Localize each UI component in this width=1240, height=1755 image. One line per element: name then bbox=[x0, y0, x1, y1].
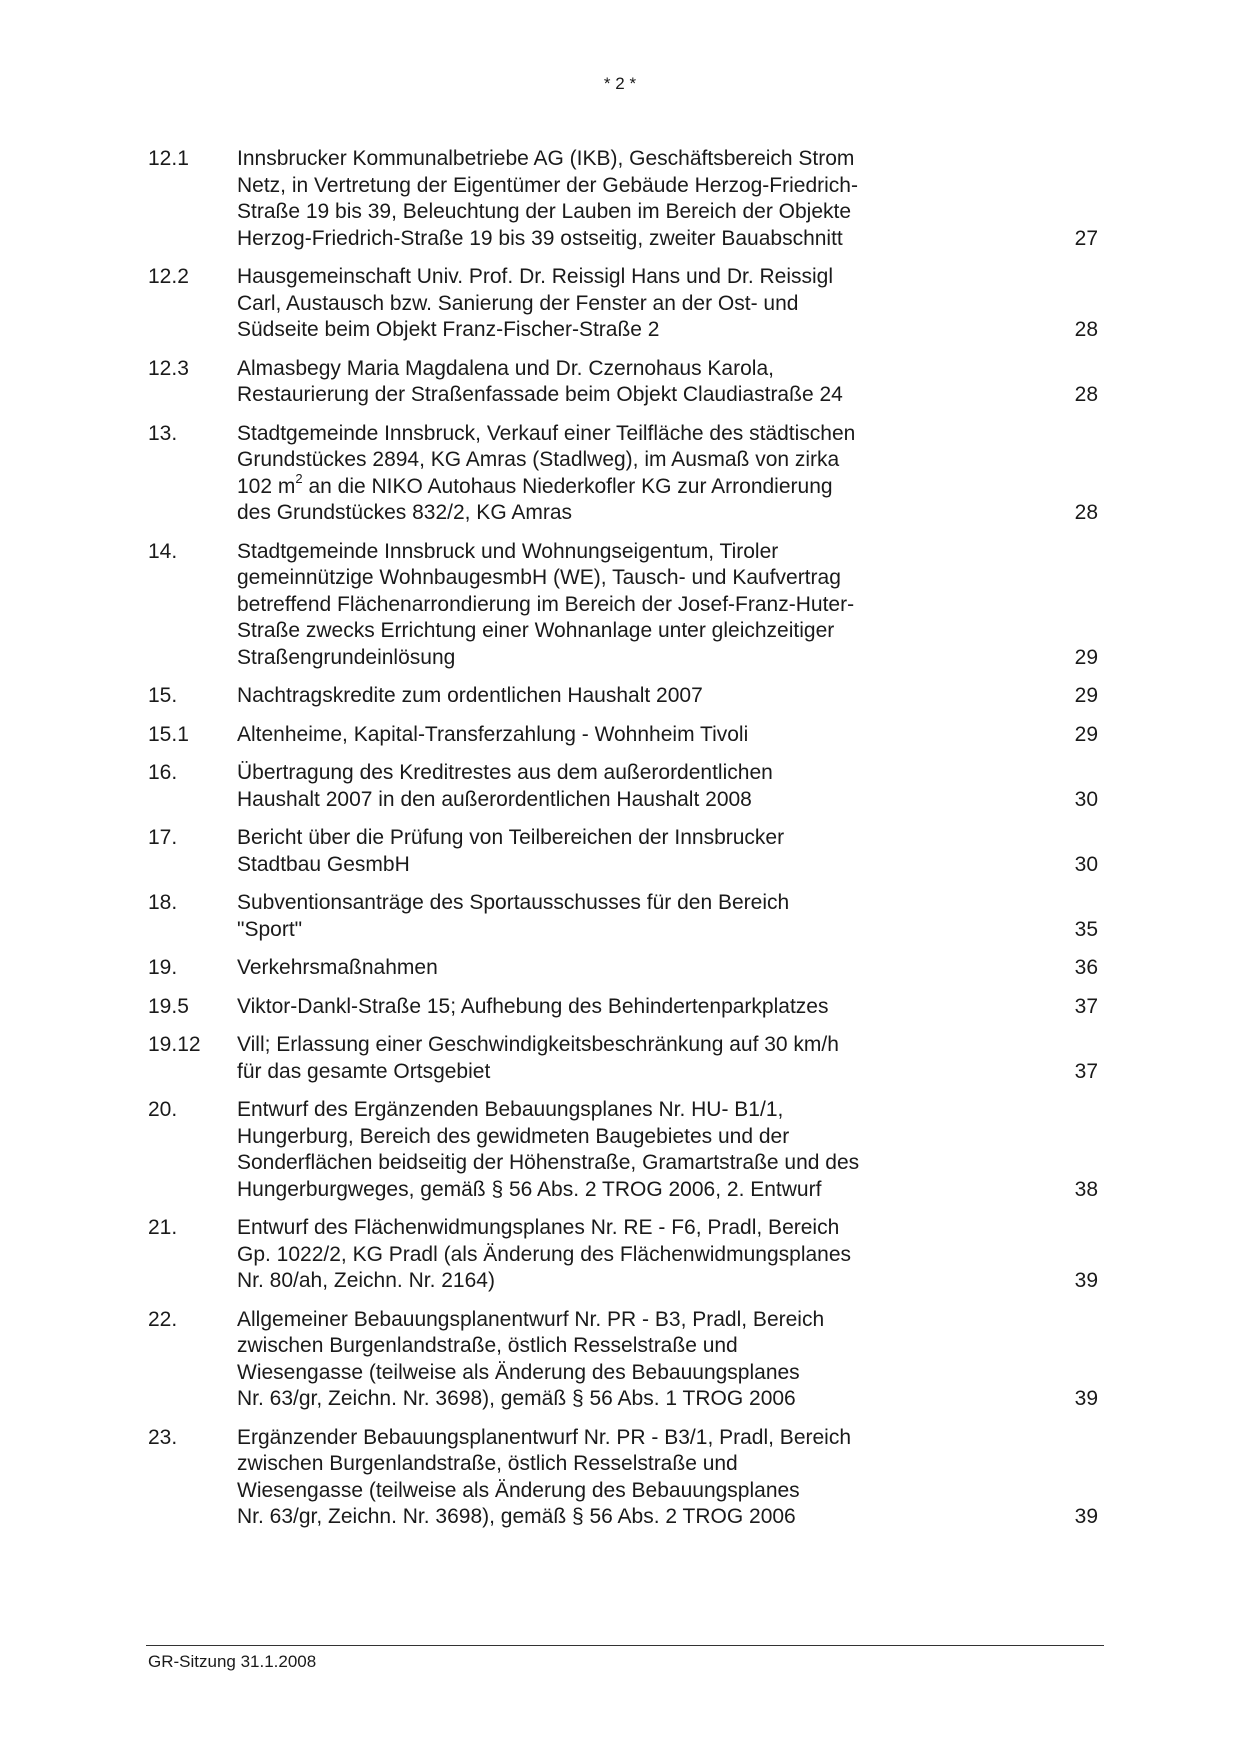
entry-line: Hausgemeinschaft Univ. Prof. Dr. Reissigl Hans und Dr. Reissigl bbox=[237, 265, 834, 288]
entry-number: 17. bbox=[148, 826, 178, 849]
toc-entry bbox=[148, 356, 1098, 409]
entry-page: 30 bbox=[1074, 787, 1098, 811]
entry-number: 12.2 bbox=[148, 265, 189, 288]
entry-line: Nr. 80/ah, Zeichn. Nr. 2164) bbox=[237, 1269, 495, 1292]
toc-entry bbox=[148, 722, 1098, 749]
entry-line: Wiesengasse (teilweise als Änderung des Bebauungsplanes bbox=[237, 1478, 800, 1502]
entry-page: 39 bbox=[1074, 1269, 1098, 1292]
entry-line: Innsbrucker Kommunalbetriebe AG (IKB), Geschäftsbereich Strom bbox=[237, 147, 855, 170]
entry-page: 27 bbox=[1074, 226, 1098, 250]
entry-line: Straße 19 bis 39, Beleuchtung der Lauben im Bereich der Objekte bbox=[237, 200, 852, 223]
page-number: * 2 * bbox=[603, 74, 637, 93]
entry-line bbox=[237, 470, 937, 501]
entry-number: 15.1 bbox=[148, 722, 189, 746]
entry-title bbox=[237, 994, 937, 1021]
entry-line: Entwurf des Flächenwidmungsplanes Nr. RE - F6, Pradl, Bereich bbox=[237, 1216, 840, 1239]
entry-title bbox=[237, 421, 937, 527]
entry-line: "Sport" bbox=[237, 917, 303, 941]
entry-line: Netz, in Vertretung der Eigentümer der Gebäude Herzog-Friedrich- bbox=[237, 173, 858, 197]
entry-title bbox=[237, 955, 937, 982]
entry-line: Nr. 63/gr, Zeichn. Nr. 3698), gemäß § 56 Abs. 1 TROG 2006 bbox=[237, 1387, 796, 1410]
entry-line: Allgemeiner Bebauungsplanentwurf Nr. PR - B3, Pradl, Bereich bbox=[237, 1307, 825, 1331]
entry-line: Vill; Erlassung einer Geschwindigkeitsbeschränkung auf 30 km/h bbox=[237, 1033, 839, 1056]
entry-number: 19.12 bbox=[148, 1033, 201, 1056]
toc-entry bbox=[148, 1215, 1098, 1295]
entry-title bbox=[237, 264, 937, 344]
entry-title bbox=[237, 146, 937, 252]
entry-line: Herzog-Friedrich-Straße 19 bis 39 ostseitig, zweiter Bauabschnitt bbox=[237, 226, 843, 250]
entry-line: gemeinnützige WohnbaugesmbH (WE), Tausch- und Kaufvertrag bbox=[237, 566, 841, 589]
entry-line: Stadtgemeinde Innsbruck, Verkauf einer Teilfläche des städtischen bbox=[237, 421, 856, 445]
entry-page: 35 bbox=[1074, 917, 1098, 941]
entry-line: Sonderflächen beidseitig der Höhenstraße, Gramartstraße und des bbox=[237, 1151, 860, 1174]
entry-line: Ergänzender Bebauungsplanentwurf Nr. PR - B3/1, Pradl, Bereich bbox=[237, 1425, 852, 1449]
toc-entry bbox=[148, 683, 1098, 710]
entry-number: 21. bbox=[148, 1216, 178, 1239]
entry-title bbox=[237, 1425, 937, 1531]
entry-line: Stadtbau GesmbH bbox=[237, 852, 410, 876]
entry-number: 13. bbox=[148, 421, 178, 445]
toc-entry bbox=[148, 890, 1098, 943]
entry-page: 28 bbox=[1074, 318, 1098, 341]
entry-line: Entwurf des Ergänzenden Bebauungsplanes Nr. HU- B1/1, bbox=[237, 1098, 784, 1121]
entry-page: 37 bbox=[1074, 994, 1098, 1018]
footer-session-date: GR-Sitzung 31.1.2008 bbox=[148, 1652, 317, 1671]
entry-line: Verkehrsmaßnahmen bbox=[237, 956, 438, 979]
entry-page: 28 bbox=[1074, 501, 1098, 524]
entry-title bbox=[237, 760, 937, 813]
entry-number: 20. bbox=[148, 1098, 178, 1121]
entry-line: für das gesamte Ortsgebiet bbox=[237, 1059, 491, 1083]
entry-line: Altenheime, Kapital-Transferzahlung - Wohnheim Tivoli bbox=[237, 722, 749, 746]
toc-entry bbox=[148, 1032, 1098, 1085]
footer-divider bbox=[146, 1645, 1104, 1646]
entry-line: betreffend Flächenarrondierung im Bereich der Josef-Franz-Huter- bbox=[237, 592, 855, 616]
entry-number: 23. bbox=[148, 1425, 178, 1449]
entry-number: 18. bbox=[148, 891, 178, 914]
toc-entry bbox=[148, 825, 1098, 878]
entry-line: Wiesengasse (teilweise als Änderung des Bebauungsplanes bbox=[237, 1360, 800, 1384]
superscript: 2 bbox=[295, 470, 303, 486]
entry-line: Straßengrundeinlösung bbox=[237, 645, 456, 669]
entry-number: 19. bbox=[148, 956, 178, 979]
entry-line: Stadtgemeinde Innsbruck und Wohnungseigentum, Tiroler bbox=[237, 539, 779, 563]
entry-page: 39 bbox=[1074, 1387, 1098, 1410]
entry-line: Hungerburgweges, gemäß § 56 Abs. 2 TROG 2006, 2. Entwurf bbox=[237, 1177, 822, 1201]
entry-page: 29 bbox=[1074, 722, 1098, 746]
entry-title bbox=[237, 1097, 937, 1203]
toc-entry bbox=[148, 146, 1098, 252]
entry-number: 12.3 bbox=[148, 356, 189, 380]
entry-page: 30 bbox=[1074, 852, 1098, 876]
area-value: 102 m bbox=[237, 474, 296, 498]
entry-title bbox=[237, 1307, 937, 1413]
entry-page: 38 bbox=[1074, 1177, 1098, 1201]
entry-line: Haushalt 2007 in den außerordentlichen Haushalt 2008 bbox=[237, 787, 752, 811]
entry-line: des Grundstückes 832/2, KG Amras bbox=[237, 501, 572, 524]
entry-line: Straße zwecks Errichtung einer Wohnanlage unter gleichzeitiger bbox=[237, 619, 835, 642]
toc-entry bbox=[148, 1425, 1098, 1531]
entry-line: Carl, Austausch bzw. Sanierung der Fenster an der Ost- und bbox=[237, 291, 799, 315]
entry-page: 39 bbox=[1074, 1505, 1098, 1528]
entry-line: Übertragung des Kreditrestes aus dem außerordentlichen bbox=[237, 761, 773, 784]
entry-line: zwischen Burgenlandstraße, östlich Resselstraße und bbox=[237, 1452, 738, 1475]
entry-line: Hungerburg, Bereich des gewidmeten Baugebietes und der bbox=[237, 1124, 790, 1148]
entry-page: 36 bbox=[1074, 956, 1098, 979]
entry-number: 22. bbox=[148, 1307, 178, 1331]
entry-title bbox=[237, 683, 937, 710]
entry-line: Viktor-Dankl-Straße 15; Aufhebung des Behindertenparkplatzes bbox=[237, 994, 829, 1018]
entry-number: 19.5 bbox=[148, 994, 189, 1018]
toc-entry bbox=[148, 264, 1098, 344]
toc-entry bbox=[148, 539, 1098, 672]
entry-title bbox=[237, 356, 937, 409]
entry-number: 16. bbox=[148, 761, 178, 784]
entry-line: Subventionsanträge des Sportausschusses für den Bereich bbox=[237, 891, 790, 914]
entry-line: Nachtragskredite zum ordentlichen Haushalt 2007 bbox=[237, 684, 703, 707]
entry-title bbox=[237, 890, 937, 943]
toc-entry bbox=[148, 1307, 1098, 1413]
entry-line: Almasbegy Maria Magdalena und Dr. Czernohaus Karola, bbox=[237, 356, 774, 380]
toc-entry bbox=[148, 421, 1098, 527]
entry-line: Grundstückes 2894, KG Amras (Stadlweg), im Ausmaß von zirka bbox=[237, 448, 840, 471]
entry-number: 14. bbox=[148, 539, 178, 563]
entry-line: Bericht über die Prüfung von Teilbereichen der Innsbrucker bbox=[237, 826, 785, 849]
entry-number: 15. bbox=[148, 684, 178, 707]
entry-page: 28 bbox=[1074, 383, 1098, 406]
entry-line: Gp. 1022/2, KG Pradl (als Änderung des Flächenwidmungsplanes bbox=[237, 1242, 852, 1266]
entry-line: Restaurierung der Straßenfassade beim Objekt Claudiastraße 24 bbox=[237, 383, 843, 406]
entry-line: zwischen Burgenlandstraße, östlich Resselstraße und bbox=[237, 1334, 738, 1357]
entry-page: 29 bbox=[1074, 684, 1098, 707]
entry-line: Südseite beim Objekt Franz-Fischer-Straße 2 bbox=[237, 318, 660, 341]
table-of-contents bbox=[148, 146, 1098, 1543]
entry-number: 12.1 bbox=[148, 147, 189, 170]
entry-title bbox=[237, 1032, 937, 1085]
entry-page: 29 bbox=[1074, 645, 1098, 669]
toc-entry bbox=[148, 994, 1098, 1021]
entry-line: Nr. 63/gr, Zeichn. Nr. 3698), gemäß § 56 Abs. 2 TROG 2006 bbox=[237, 1505, 796, 1528]
entry-title bbox=[237, 1215, 937, 1295]
toc-entry bbox=[148, 955, 1098, 982]
toc-entry bbox=[148, 1097, 1098, 1203]
entry-title bbox=[237, 722, 937, 749]
entry-page: 37 bbox=[1074, 1059, 1098, 1083]
toc-entry bbox=[148, 760, 1098, 813]
line-rest: an die NIKO Autohaus Niederkofler KG zur Arrondierung bbox=[302, 474, 833, 498]
entry-title bbox=[237, 539, 937, 672]
entry-title bbox=[237, 825, 937, 878]
